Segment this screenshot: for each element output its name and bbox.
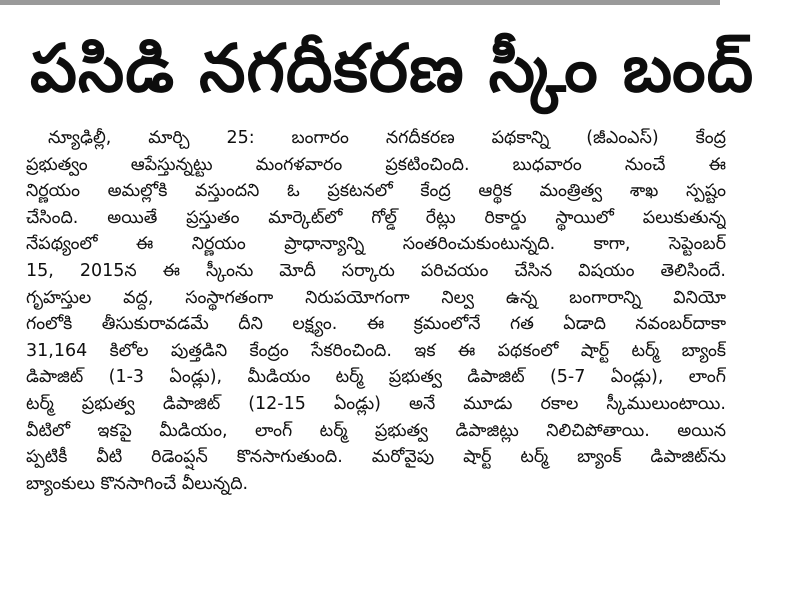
- article-line: బ్యాంకులు కొనసాగించే వీలున్నది.: [26, 473, 249, 494]
- article-line: టర్మ్ ప్రభుత్వ డిపాజిట్ (12-15 ఏండ్లు) అనే మూడు రకాల స్కీములుంటాయి.: [26, 393, 726, 414]
- article-line: వీటిలో ఇకపై మీడియం, లాంగ్ టర్మ్ ప్రభుత్వ డిపాజిట్లు నిలిచిపోతాయి. అయిన: [26, 420, 726, 441]
- article-body: [26, 125, 726, 497]
- article-line: నేపథ్యంలో ఈ నిర్ణయం ప్రాధాన్యాన్ని సంతరించుకుంటున్నది. కాగా, సెప్టెంబర్: [26, 234, 726, 255]
- article-line: ప్రభుత్వం ఆపేస్తున్నట్టు మంగళవారం ప్రకటించింది. బుధవారం నుంచే ఈ: [26, 154, 726, 175]
- newspaper-clipping: [0, 5, 800, 613]
- article-line: నిర్ణయం అమల్లోకి వస్తుందని ఓ ప్రకటనలో కేంద్ర ఆర్థిక మంత్రిత్వ శాఖ స్పష్టం: [26, 181, 726, 202]
- headline: పసిడి నగదీకరణ స్కీం బంద్: [30, 30, 755, 107]
- article-line: ప్పటికీ వీటి రిడెంప్షన్ కొనసాగుతుంది. మరోవైపు షార్ట్ టర్మ్ బ్యాంక్ డిపాజిట్‌ను: [26, 447, 726, 468]
- article-line: 15, 2015న ఈ స్కీంను మోదీ సర్కారు పరిచయం చేసిన విషయం తెలిసిందే.: [26, 260, 726, 281]
- article-line: న్యూఢిల్లీ, మార్చి 25: బంగారం నగదీకరణ పథకాన్ని (జీఎంఎస్) కేంద్ర: [48, 128, 726, 148]
- article-line: గృహస్తుల వద్ద, సంస్థాగతంగా నిరుపయోగంగా నిల్వ ఉన్న బంగారాన్ని వినియో: [26, 287, 726, 308]
- article-line: చేసింది. అయితే ప్రస్తుతం మార్కెట్‌లో గోల్డ్ రేట్లు రికార్డు స్థాయిలో పలుకుతున్న: [26, 207, 726, 228]
- article-line: గంలోకి తీసుకురావడమే దీని లక్ష్యం. ఈ క్రమంలోనే గత ఏడాది నవంబర్‌దాకా: [26, 314, 726, 335]
- article-line: 31,164 కిలోల పుత్తడిని కేంద్రం సేకరించింది. ఇక ఈ పథకంలో షార్ట్ టర్మ్ బ్యాంక్: [26, 340, 726, 361]
- article-line: డిపాజిట్ (1-3 ఏండ్లు), మీడియం టర్మ్ ప్రభుత్వ డిపాజిట్ (5-7 ఏండ్లు), లాంగ్: [26, 367, 726, 388]
